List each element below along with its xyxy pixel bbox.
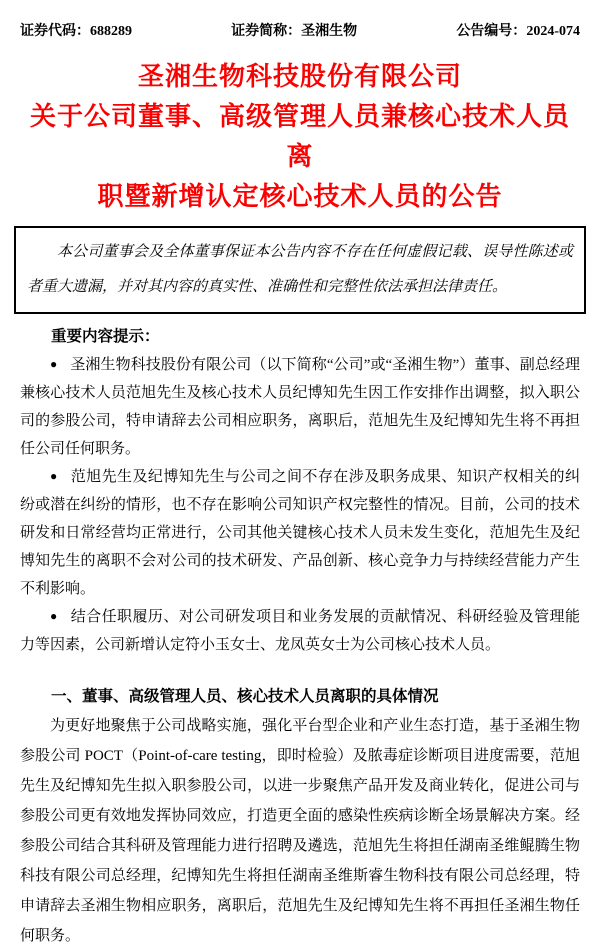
bullet-icon: ● [50,469,58,483]
title-line-subject-1: 关于公司董事、高级管理人员兼核心技术人员离 [29,101,570,171]
stock-code-value: 688289 [90,24,132,39]
section-1-paragraph: 为更好地聚焦于公司战略实施，强化平台型企业和产业生态打造，基于圣湘生物参股公司 POCT（Point-of-care testing，即时检验）及脓毒症诊断项目进度需要，范旭先生及纪博知先生拟入职参股公司，以进一步聚焦产品开发及商业转化，促进公司与参股公司更有效地发挥协同效应，打造更全面的感染性疾病诊断全场景解决方案。经参股公司结合其科研及管理能力进行招聘及遴选，范旭先生将担任湖南圣维鲲腾生物科技有限公司总经理，纪博知先生将担任湖南圣维斯睿生物科技有限公司总经理，特申请辞去圣湘生物相应职务，离职后，范旭先生及纪博知先生将不再担任圣湘生物任何职务。 [20,718,580,944]
title-line-company: 圣湘生物科技股份有限公司 [137,61,462,91]
stock-code [20,22,132,42]
stock-name [231,22,357,42]
announcement-number [456,22,580,42]
document-meta-header [20,22,580,42]
notice-bullet-1-text: 圣湘生物科技股份有限公司（以下简称“公司”或“圣湘生物”）董事、副总经理兼核心技术人员范旭先生及核心技术人员纪博知先生因工作安排作出调整，拟入职公司的参股公司，特申请辞去公司相应职务，离职后，范旭先生及纪博知先生将不再担任公司任何职务。 [20,357,581,457]
bullet-icon: ● [50,357,58,371]
notice-bullet-2-text: 范旭先生及纪博知先生与公司之间不存在涉及职务成果、知识产权相关的纠纷或潜在纠纷的情形，也不存在影响公司知识产权完整性的情况。目前，公司的技术研发和日常经营均正常进行，公司其他关键核心技术人员未发生变化，范旭先生及纪博知先生的离职不会对公司的技术研发、产品创新、核心竞争力与持续经营能力产生不利影响。 [20,469,580,597]
title-line-subject-2: 职暨新增认定核心技术人员的公告 [97,181,503,211]
notice-bullet-3 [20,603,580,659]
stock-code-label: 证券代码： [20,24,90,39]
stock-name-label: 证券简称： [231,24,302,39]
bullet-icon: ● [50,609,58,623]
section-1-heading: 一、董事、高级管理人员、核心技术人员离职的具体情况 [51,688,439,705]
announcement-number-label: 公告编号： [456,24,527,39]
announcement-number-value: 2024-074 [526,24,580,39]
notice-bullet-2 [20,463,580,603]
disclaimer-text: 本公司董事会及全体董事保证本公告内容不存在任何虚假记载、误导性陈述或者重大遗漏，并对其内容的真实性、准确性和完整性依法承担法律责任。 [27,244,573,295]
announcement-title [20,56,580,216]
stock-name-value: 圣湘生物 [301,24,358,39]
disclaimer-box [14,226,586,314]
important-notice-heading: 重要内容提示： [51,328,160,345]
notice-bullet-3-text: 结合任职履历、对公司研发项目和业务发展的贡献情况、科研经验及管理能力等因素，公司新增认定符小玉女士、龙凤英女士为公司核心技术人员。 [20,609,580,653]
notice-bullet-1 [20,351,580,463]
